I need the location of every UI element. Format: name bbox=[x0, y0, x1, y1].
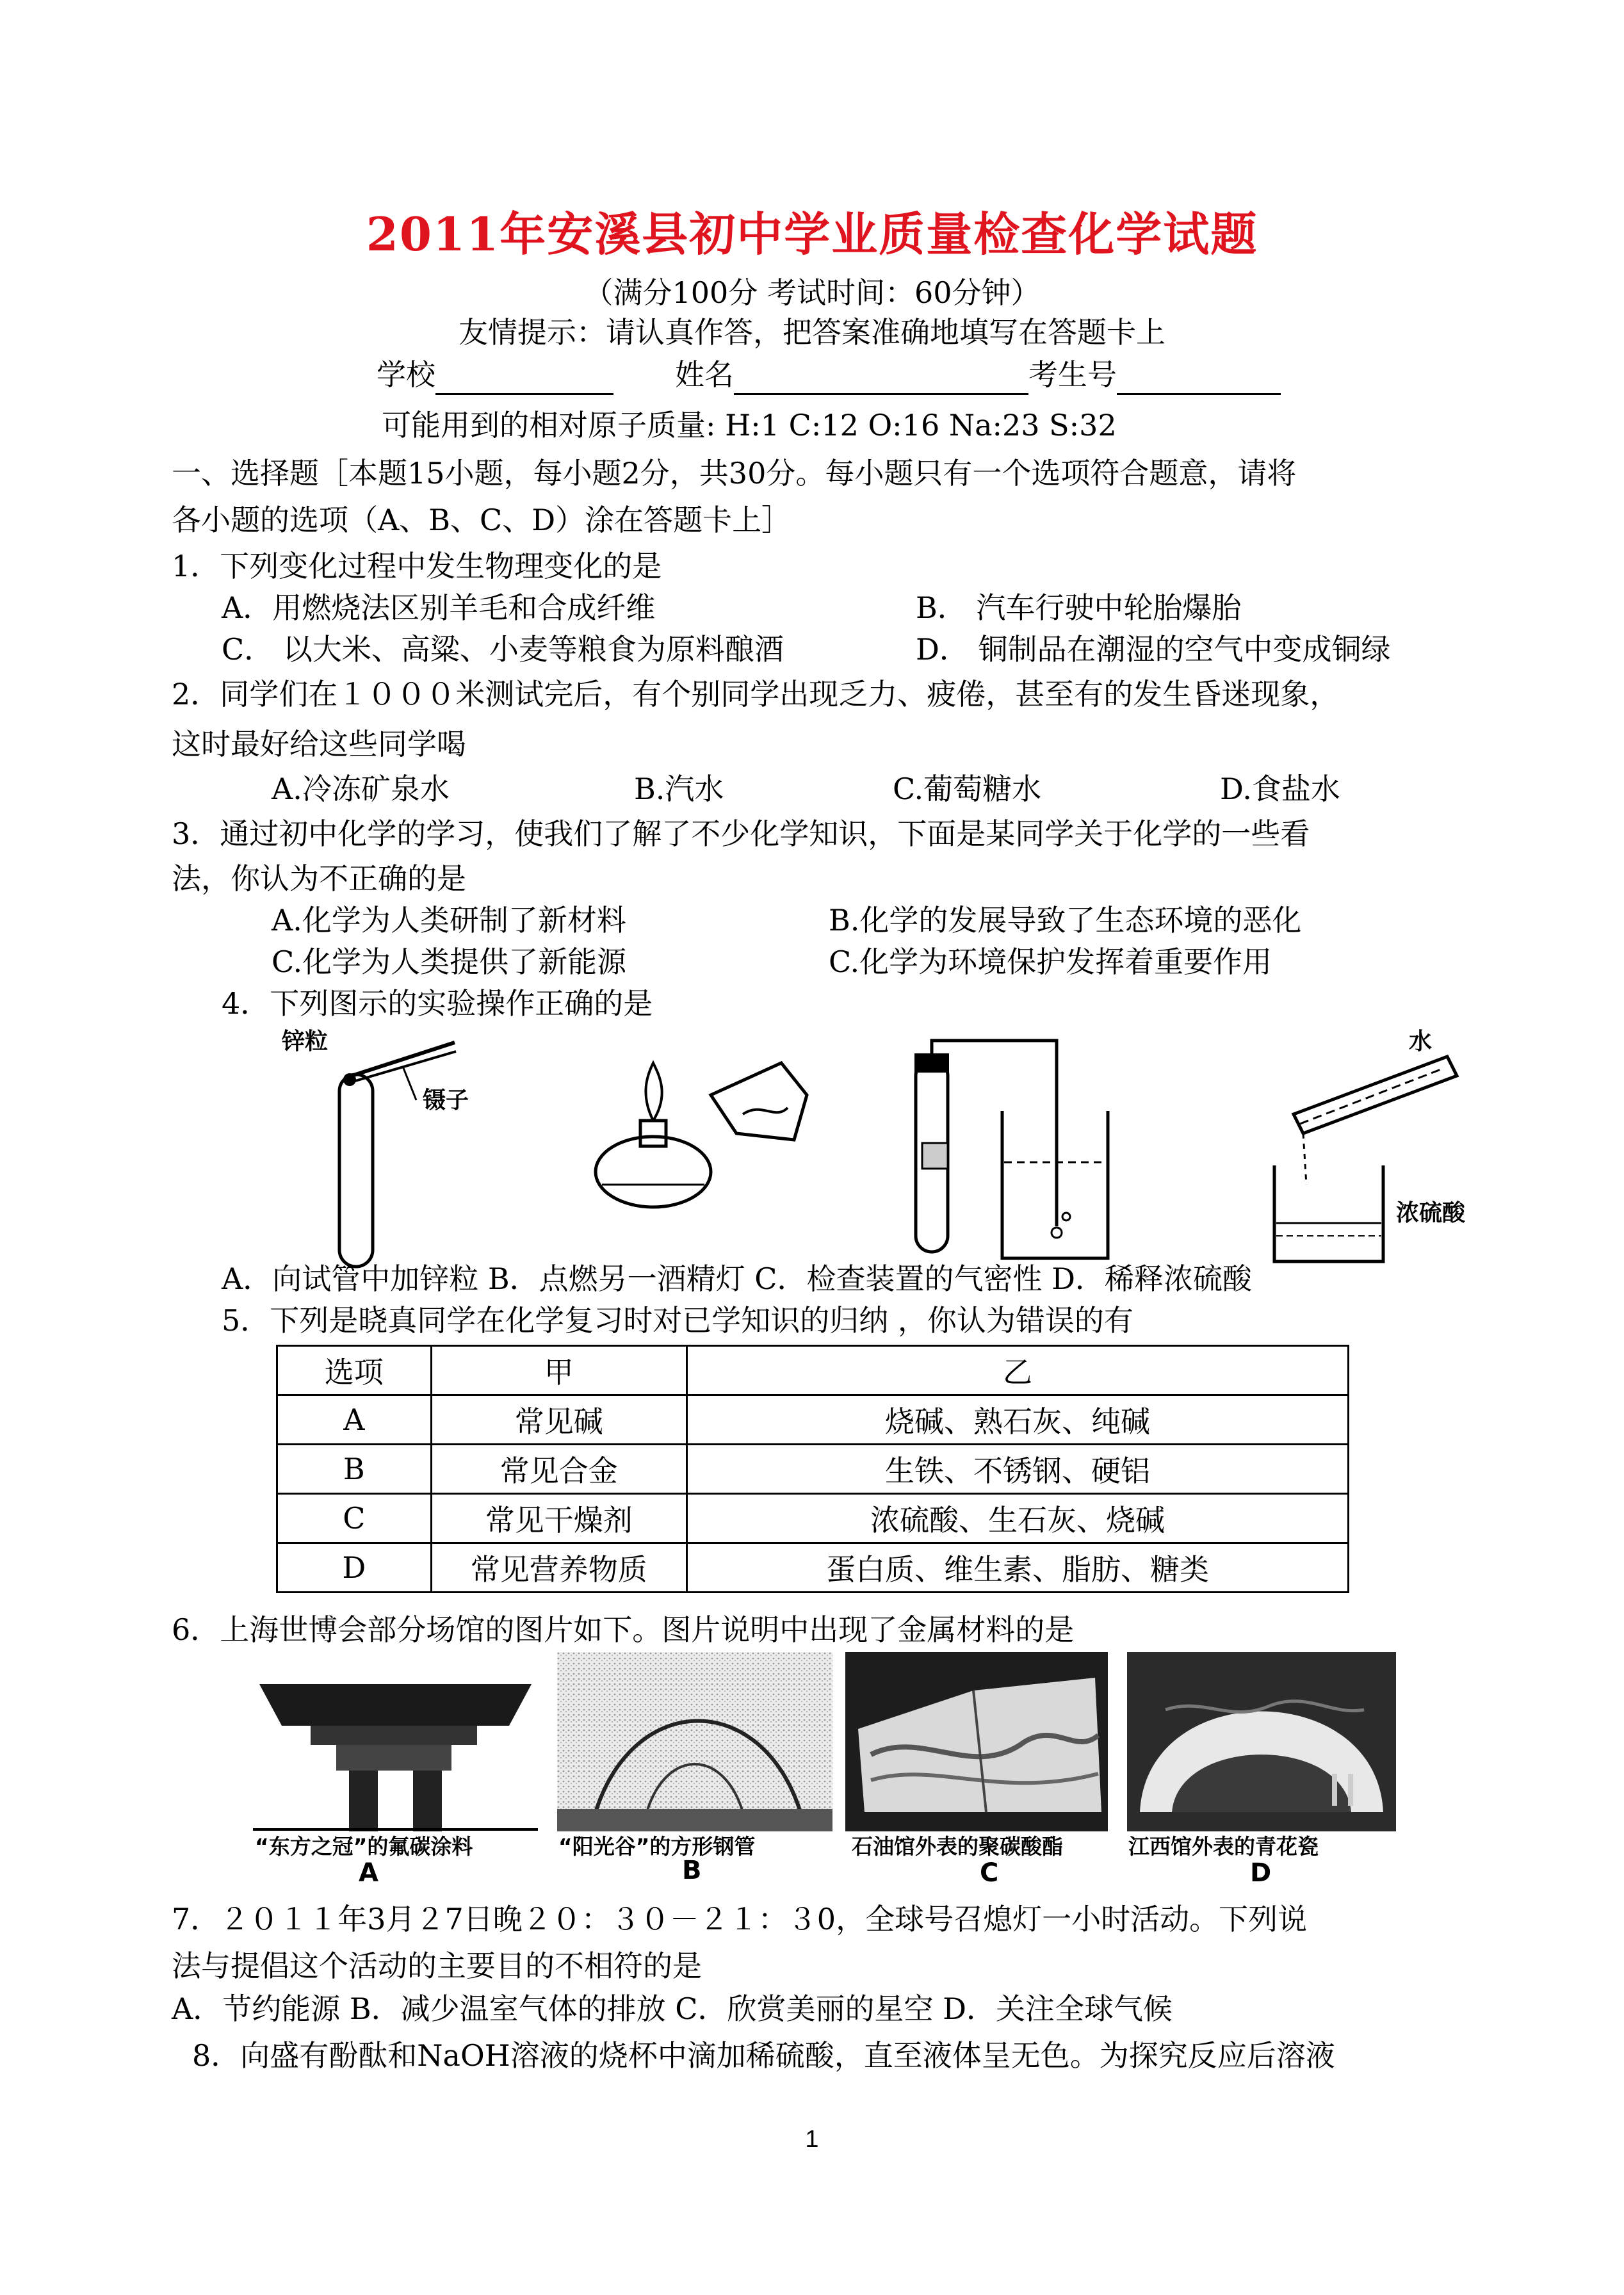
table-cell: 常见干燥剂 bbox=[431, 1494, 686, 1543]
header-cell: 甲 bbox=[431, 1346, 686, 1395]
q2-option-c: C.葡萄糖水 bbox=[893, 772, 1042, 806]
q7-options: A．节约能源 B．减少温室气体的排放 C．欣赏美丽的星空 D．关注全球气候 bbox=[172, 1991, 1173, 2026]
exam-number-label: 考生号 bbox=[1028, 357, 1117, 392]
q5-table bbox=[276, 1345, 1349, 1593]
info-fields-row bbox=[377, 354, 1281, 395]
q3-option-c: C.化学为人类提供了新能源 bbox=[272, 945, 627, 979]
q4-figure-b bbox=[589, 1037, 820, 1217]
q6-photo-a bbox=[253, 1655, 538, 1831]
q6-caption-b: “阳光谷”的方形钢管 bbox=[558, 1834, 756, 1859]
q1-option-c: C． 以大米、高粱、小麦等粮食为原料酿酒 bbox=[222, 632, 784, 667]
q4-label-tweezers: 镊子 bbox=[423, 1087, 469, 1114]
q6-caption-c: 石油馆外表的聚碳酸酯 bbox=[852, 1834, 1063, 1859]
exam-number-blank[interactable] bbox=[1117, 362, 1281, 395]
table-row bbox=[277, 1395, 1349, 1445]
q3-option-d: C.化学为环境保护发挥着重要作用 bbox=[829, 945, 1272, 979]
q4-figure-a bbox=[269, 1023, 461, 1279]
q6-photo-c bbox=[845, 1652, 1108, 1831]
name-label: 姓名 bbox=[675, 357, 734, 392]
table-row bbox=[277, 1543, 1349, 1593]
q3-option-b: B.化学的发展导致了生态环境的恶化 bbox=[829, 903, 1302, 937]
q4-figure-d bbox=[1236, 1018, 1479, 1268]
q5-stem: 5．下列是晓真同学在化学复习时对已学知识的归纳 ，你认为错误的有 bbox=[222, 1303, 1133, 1338]
q7-line2: 法与提倡这个活动的主要目的不相符的是 bbox=[172, 1949, 702, 1983]
page-number: 1 bbox=[805, 2126, 819, 2153]
q2-line2: 这时最好给这些同学喝 bbox=[172, 727, 466, 761]
q6-letter-c: C bbox=[980, 1858, 999, 1888]
q6-caption-a: “东方之冠”的氟碳涂料 bbox=[255, 1834, 473, 1859]
q4-figure-c bbox=[897, 1034, 1127, 1277]
table-cell: A bbox=[277, 1395, 432, 1445]
table-cell: 常见合金 bbox=[431, 1445, 686, 1494]
q8-line1: 8．向盛有酚酞和NaOH溶液的烧杯中滴加稀硫酸，直至液体呈无色。为探究反应后溶液 bbox=[192, 2038, 1335, 2073]
table-cell: 常见营养物质 bbox=[431, 1543, 686, 1593]
q1-option-b: B． 汽车行驶中轮胎爆胎 bbox=[916, 590, 1242, 625]
q2-line1: 2．同学们在１０００米测试完后，有个别同学出现乏力、疲倦，甚至有的发生昏迷现象， bbox=[172, 677, 1340, 711]
header-cell: 乙 bbox=[686, 1346, 1348, 1395]
table-row bbox=[277, 1445, 1349, 1494]
q3-line1: 3．通过初中化学的学习，使我们了解了不少化学知识，下面是某同学关于化学的一些看 bbox=[172, 816, 1310, 851]
q4-stem: 4．下列图示的实验操作正确的是 bbox=[222, 986, 653, 1021]
table-cell: 蛋白质、维生素、脂肪、糖类 bbox=[686, 1543, 1348, 1593]
exam-subtitle: （满分100分 考试时间：60分钟） bbox=[583, 275, 1041, 310]
school-blank[interactable] bbox=[435, 362, 613, 395]
table-row bbox=[277, 1494, 1349, 1543]
q6-stem: 6．上海世博会部分场馆的图片如下。图片说明中出现了金属材料的是 bbox=[172, 1612, 1075, 1647]
section-one-line1: 一、选择题［本题15小题，每小题2分，共30分。每小题只有一个选项符合题意，请将 bbox=[172, 456, 1297, 491]
q6-letter-b: B bbox=[682, 1856, 702, 1885]
q4-label-water: 水 bbox=[1409, 1028, 1433, 1055]
q7-line1: 7．２０１１年3月２7日晚２０：３０－２１：３0，全球号召熄灯一小时活动。下列说 bbox=[172, 1902, 1308, 1936]
name-blank[interactable] bbox=[734, 362, 1028, 395]
table-cell: 烧碱、熟石灰、纯碱 bbox=[686, 1395, 1348, 1445]
section-one-line2: 各小题的选项（A、B、C、D）涂在答题卡上］ bbox=[172, 503, 792, 537]
header-cell: 选项 bbox=[277, 1346, 432, 1395]
q3-option-a: A.化学为人类研制了新材料 bbox=[272, 903, 626, 937]
friendly-tip: 友情提示：请认真作答，把答案准确地填写在答题卡上 bbox=[459, 315, 1165, 350]
table-cell: 浓硫酸、生石灰、烧碱 bbox=[686, 1494, 1348, 1543]
table-cell: 常见碱 bbox=[431, 1395, 686, 1445]
table-cell: D bbox=[277, 1543, 432, 1593]
q1-option-a: A．用燃烧法区别羊毛和合成纤维 bbox=[222, 590, 656, 625]
q4-label-zinc: 锌粒 bbox=[282, 1028, 329, 1055]
table-cell: B bbox=[277, 1445, 432, 1494]
q4-options: A．向试管中加锌粒 B．点燃另一酒精灯 C．检查装置的气密性 D．稀释浓硫酸 bbox=[222, 1261, 1252, 1296]
school-label: 学校 bbox=[377, 357, 435, 392]
q2-option-d: D.食盐水 bbox=[1220, 772, 1340, 806]
q6-caption-d: 江西馆外表的青花瓷 bbox=[1128, 1834, 1319, 1859]
q6-photo-d bbox=[1127, 1652, 1396, 1831]
q4-label-acid: 浓硫酸 bbox=[1396, 1200, 1466, 1226]
table-cell: 生铁、不锈钢、硬铝 bbox=[686, 1445, 1348, 1494]
q6-photo-b bbox=[557, 1652, 832, 1831]
q1-option-d: D． 铜制品在潮湿的空气中变成铜绿 bbox=[916, 632, 1391, 667]
q3-line2: 法，你认为不正确的是 bbox=[172, 861, 466, 896]
table-cell: C bbox=[277, 1494, 432, 1543]
atomic-mass-line: 可能用到的相对原子质量: H:1 C:12 O:16 Na:23 S:32 bbox=[382, 408, 1117, 442]
q1-stem: 1．下列变化过程中发生物理变化的是 bbox=[172, 549, 662, 583]
page-title: 2011年安溪县初中学业质量检查化学试题 bbox=[366, 207, 1258, 261]
q6-letter-d: D bbox=[1250, 1858, 1272, 1888]
q2-option-a: A.冷冻矿泉水 bbox=[272, 772, 450, 806]
q2-option-b: B.汽水 bbox=[634, 772, 724, 806]
q6-letter-a: A bbox=[359, 1858, 378, 1888]
table-header-row bbox=[277, 1346, 1349, 1395]
